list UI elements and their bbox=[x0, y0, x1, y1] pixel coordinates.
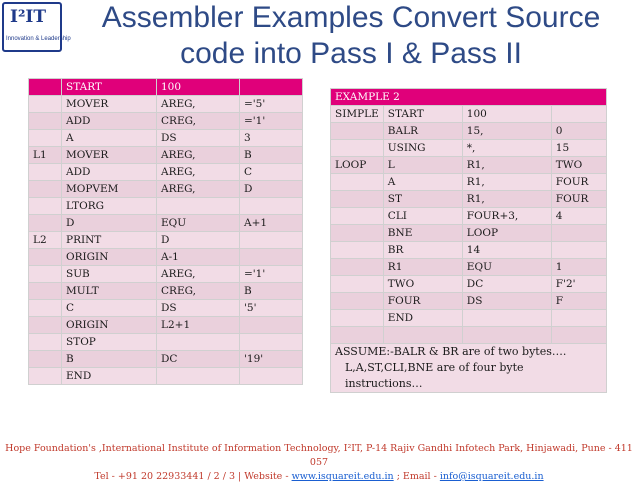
table-row bbox=[331, 242, 607, 259]
table-cell bbox=[157, 368, 240, 385]
table-cell bbox=[331, 225, 384, 242]
institute-logo bbox=[2, 2, 71, 52]
table-cell bbox=[462, 310, 551, 327]
table-cell bbox=[29, 266, 62, 283]
table-cell: D bbox=[157, 232, 240, 249]
table-cell: LOOP bbox=[331, 157, 384, 174]
table-row bbox=[331, 140, 607, 157]
table-row bbox=[29, 147, 303, 164]
assume-note-line-1: ASSUME:-BALR & BR are of two bytes…. bbox=[335, 345, 567, 358]
slide-title-line-2: code into Pass I & Pass II bbox=[180, 37, 522, 70]
table-row bbox=[29, 113, 303, 130]
slide-title bbox=[66, 0, 636, 72]
table-row bbox=[29, 249, 303, 266]
table-cell bbox=[331, 293, 384, 310]
table-row bbox=[29, 130, 303, 147]
table-cell: L2+1 bbox=[157, 317, 240, 334]
table-cell: DC bbox=[157, 351, 240, 368]
table-cell bbox=[29, 113, 62, 130]
table-cell: END bbox=[62, 368, 157, 385]
table-cell bbox=[551, 310, 606, 327]
logo-mark: I²IT bbox=[10, 7, 47, 27]
table-cell: ST bbox=[383, 191, 462, 208]
table-cell bbox=[29, 96, 62, 113]
assume-note-row bbox=[331, 344, 607, 393]
table-cell: '19' bbox=[240, 351, 303, 368]
table-cell: END bbox=[383, 310, 462, 327]
table-row bbox=[331, 310, 607, 327]
footer-tel: Tel - +91 20 22933441 / 2 / 3 | Website - bbox=[94, 471, 292, 482]
table-cell: BALR bbox=[383, 123, 462, 140]
table-row bbox=[29, 79, 303, 96]
table-row bbox=[29, 215, 303, 232]
table-row bbox=[331, 123, 607, 140]
table-cell: DC bbox=[462, 276, 551, 293]
table-cell bbox=[29, 181, 62, 198]
slide-title-line-1: Assembler Examples Convert Source bbox=[101, 1, 601, 34]
table-cell: L bbox=[383, 157, 462, 174]
table-cell: TWO bbox=[551, 157, 606, 174]
table-cell: 100 bbox=[462, 106, 551, 123]
table-cell bbox=[551, 327, 606, 344]
table-cell: D bbox=[240, 181, 303, 198]
table-row bbox=[331, 276, 607, 293]
table-cell bbox=[157, 334, 240, 351]
table-row bbox=[331, 174, 607, 191]
table-row bbox=[331, 106, 607, 123]
logo-tagline: Innovation & Leadership bbox=[6, 36, 71, 42]
table-cell: A bbox=[383, 174, 462, 191]
table-cell: DS bbox=[157, 300, 240, 317]
table-cell bbox=[383, 327, 462, 344]
table-cell: FOUR bbox=[551, 191, 606, 208]
table-cell: AREG, bbox=[157, 181, 240, 198]
table-cell: R1, bbox=[462, 174, 551, 191]
table-cell: CREG, bbox=[157, 283, 240, 300]
table-cell: 14 bbox=[462, 242, 551, 259]
table-cell: AREG, bbox=[157, 147, 240, 164]
table-cell bbox=[240, 334, 303, 351]
table-cell: START bbox=[62, 79, 157, 96]
table-cell: LTORG bbox=[62, 198, 157, 215]
table-cell: *, bbox=[462, 140, 551, 157]
table-row bbox=[29, 266, 303, 283]
table-cell: 4 bbox=[551, 208, 606, 225]
table-cell bbox=[29, 249, 62, 266]
table-row bbox=[29, 283, 303, 300]
footer-email-label: ; Email - bbox=[393, 471, 440, 482]
table-cell bbox=[462, 327, 551, 344]
table-cell: ORIGIN bbox=[62, 249, 157, 266]
table-cell: START bbox=[383, 106, 462, 123]
table-cell: R1, bbox=[462, 157, 551, 174]
table-row bbox=[29, 334, 303, 351]
table-cell: MOVER bbox=[62, 96, 157, 113]
table-cell bbox=[331, 259, 384, 276]
example-2-title: EXAMPLE 2 bbox=[331, 89, 607, 106]
table-cell bbox=[331, 191, 384, 208]
table-cell: A-1 bbox=[157, 249, 240, 266]
table-cell: B bbox=[62, 351, 157, 368]
table-cell bbox=[240, 198, 303, 215]
table-cell: C bbox=[62, 300, 157, 317]
table-cell: SIMPLE bbox=[331, 106, 384, 123]
table-cell: BR bbox=[383, 242, 462, 259]
table-cell: TWO bbox=[383, 276, 462, 293]
table-cell: SUB bbox=[62, 266, 157, 283]
table-cell bbox=[29, 215, 62, 232]
table-cell: L1 bbox=[29, 147, 62, 164]
table-row bbox=[331, 157, 607, 174]
table-row bbox=[331, 293, 607, 310]
table-cell bbox=[331, 208, 384, 225]
table-row bbox=[29, 232, 303, 249]
table-cell: STOP bbox=[62, 334, 157, 351]
table-cell bbox=[240, 317, 303, 334]
table-cell bbox=[551, 225, 606, 242]
table-cell bbox=[29, 198, 62, 215]
table-cell: L2 bbox=[29, 232, 62, 249]
table-cell: ='1' bbox=[240, 113, 303, 130]
table-cell: AREG, bbox=[157, 96, 240, 113]
table-cell: DS bbox=[157, 130, 240, 147]
table-row bbox=[331, 191, 607, 208]
table-cell bbox=[29, 130, 62, 147]
table-cell: USING bbox=[383, 140, 462, 157]
table-cell: B bbox=[240, 283, 303, 300]
table-cell bbox=[29, 79, 62, 96]
table-cell: 1 bbox=[551, 259, 606, 276]
table-cell: MOVER bbox=[62, 147, 157, 164]
table-cell bbox=[331, 327, 384, 344]
example-2-table bbox=[330, 88, 607, 393]
table-cell: ADD bbox=[62, 164, 157, 181]
table-cell: CLI bbox=[383, 208, 462, 225]
table-row bbox=[29, 368, 303, 385]
table-cell: ='1' bbox=[240, 266, 303, 283]
table-cell: F'2' bbox=[551, 276, 606, 293]
table-cell: '5' bbox=[240, 300, 303, 317]
table-cell: BNE bbox=[383, 225, 462, 242]
table-cell: 3 bbox=[240, 130, 303, 147]
table-cell: FOUR+3, bbox=[462, 208, 551, 225]
table-cell bbox=[331, 276, 384, 293]
table-row bbox=[29, 96, 303, 113]
table-row bbox=[331, 208, 607, 225]
footer-address: Hope Foundation's ,International Institute of Information Technology, I²IT, P-14 Rajiv Gandhi Infotech Park, Hinjawadi, Pune - 411 057 bbox=[5, 443, 633, 468]
table-cell bbox=[240, 79, 303, 96]
table-cell bbox=[331, 174, 384, 191]
table-cell: FOUR bbox=[551, 174, 606, 191]
table-cell bbox=[331, 123, 384, 140]
table-cell bbox=[29, 351, 62, 368]
table-cell: AREG, bbox=[157, 266, 240, 283]
table-cell bbox=[551, 242, 606, 259]
table-row bbox=[331, 225, 607, 242]
example-1-table bbox=[28, 78, 303, 385]
email-link[interactable]: info@isquareit.edu.in bbox=[439, 471, 544, 482]
assume-note-line-2: L,A,ST,CLI,BNE are of four byte instructions… bbox=[345, 361, 524, 390]
table-cell: A+1 bbox=[240, 215, 303, 232]
table-row bbox=[29, 164, 303, 181]
website-link[interactable]: www.isquareit.edu.in bbox=[291, 471, 394, 482]
table-cell bbox=[331, 310, 384, 327]
table-cell: C bbox=[240, 164, 303, 181]
table-cell: ORIGIN bbox=[62, 317, 157, 334]
table-cell: FOUR bbox=[383, 293, 462, 310]
table-row bbox=[331, 327, 607, 344]
table-cell: EQU bbox=[157, 215, 240, 232]
table-row bbox=[331, 259, 607, 276]
table-row bbox=[29, 351, 303, 368]
table-cell bbox=[240, 368, 303, 385]
table-cell: MULT bbox=[62, 283, 157, 300]
table-cell: 15, bbox=[462, 123, 551, 140]
table-cell bbox=[157, 198, 240, 215]
table-cell: AREG, bbox=[157, 164, 240, 181]
table-cell: R1 bbox=[383, 259, 462, 276]
table-cell: LOOP bbox=[462, 225, 551, 242]
table-cell bbox=[331, 242, 384, 259]
table-cell bbox=[240, 232, 303, 249]
table-cell: 100 bbox=[157, 79, 240, 96]
table-cell bbox=[29, 283, 62, 300]
table-cell bbox=[240, 249, 303, 266]
table-cell bbox=[29, 334, 62, 351]
table-cell: CREG, bbox=[157, 113, 240, 130]
table-row bbox=[29, 198, 303, 215]
table-cell: F bbox=[551, 293, 606, 310]
table-cell: D bbox=[62, 215, 157, 232]
footer-contact bbox=[0, 470, 638, 484]
table-cell bbox=[29, 368, 62, 385]
table-header-row bbox=[331, 89, 607, 106]
table-cell: DS bbox=[462, 293, 551, 310]
table-cell: EQU bbox=[462, 259, 551, 276]
table-cell: ADD bbox=[62, 113, 157, 130]
table-row bbox=[29, 181, 303, 198]
table-cell: 15 bbox=[551, 140, 606, 157]
table-cell: ='5' bbox=[240, 96, 303, 113]
table-cell: PRINT bbox=[62, 232, 157, 249]
table-cell: B bbox=[240, 147, 303, 164]
table-cell bbox=[331, 140, 384, 157]
table-cell bbox=[29, 164, 62, 181]
table-row bbox=[29, 300, 303, 317]
table-cell: MOPVEM bbox=[62, 181, 157, 198]
table-cell: R1, bbox=[462, 191, 551, 208]
table-row bbox=[29, 317, 303, 334]
table-cell bbox=[29, 317, 62, 334]
assume-note bbox=[331, 344, 607, 393]
table-cell bbox=[551, 106, 606, 123]
table-cell: A bbox=[62, 130, 157, 147]
table-cell bbox=[29, 300, 62, 317]
table-cell: 0 bbox=[551, 123, 606, 140]
